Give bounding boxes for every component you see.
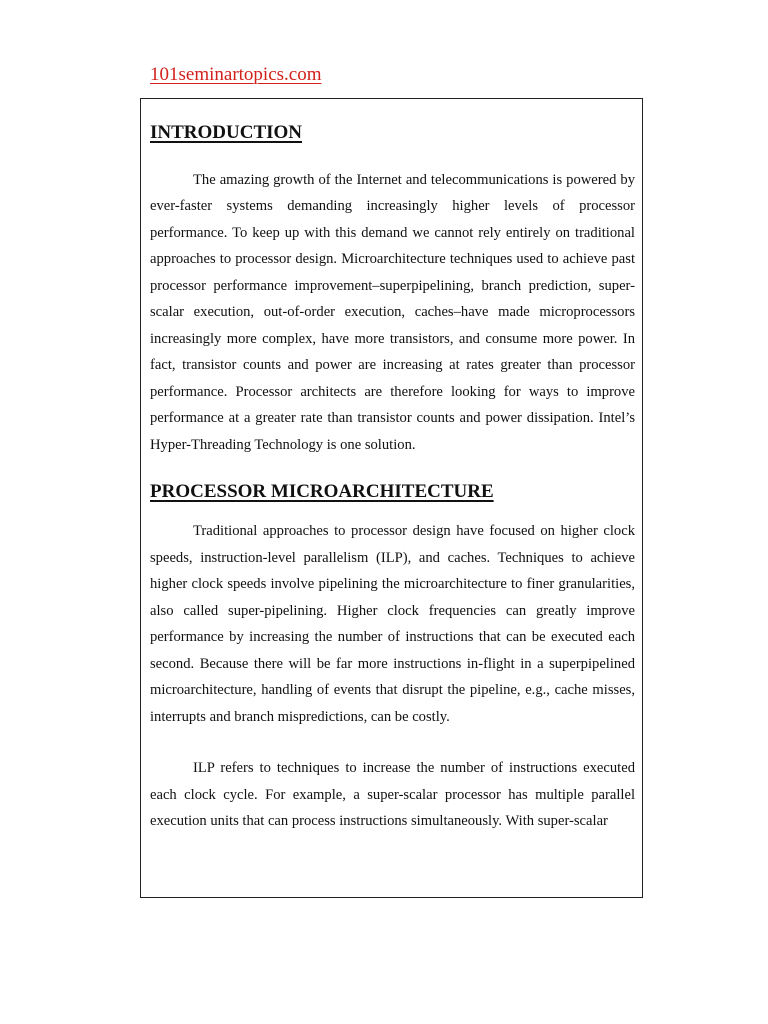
- processor-microarchitecture-heading: PROCESSOR MICROARCHITECTURE: [150, 481, 494, 503]
- processor-microarchitecture-paragraph-1: Traditional approaches to processor design have focused on higher clock speeds, instruction-level parallelism (ILP), and caches. Techniques to achieve higher clock speeds involve pipelining the microarchitecture to finer granularities, also called super-pipelining. Higher clock frequencies can greatly improve performance by increasing the number of instructions that can be executed each second. Because there will be far more instructions in-flight in a superpipelined microarchitecture, handling of events that disrupt the pipeline, e.g., cache misses, interrupts and branch mispredictions, can be costly.: [150, 523, 635, 725]
- site-link[interactable]: 101seminartopics.com: [150, 64, 322, 85]
- introduction-heading: INTRODUCTION: [150, 122, 303, 143]
- page-frame: [140, 98, 643, 898]
- page-content: [150, 99, 635, 835]
- processor-microarchitecture-paragraph-2: ILP refers to techniques to increase the number of instructions executed each clock cycle. For example, a super-scalar processor has multiple parallel execution units that can process instructions simultaneously. With super-scalar: [150, 760, 635, 830]
- introduction-paragraph: The amazing growth of the Internet and telecommunications is powered by ever-faster systems demanding increasingly higher levels of processor performance. To keep up with this demand we cannot rely entirely on traditional approaches to processor design. Microarchitecture techniques used to achieve past processor performance improvement–superpipelining, branch prediction, super-scalar execution, out-of-order execution, caches–have made microprocessors increasingly more complex, have more transistors, and consume more power. In fact, transistor counts and power are increasing at rates greater than processor performance. Processor architects are therefore looking for ways to improve performance at a greater rate than transistor counts and power dissipation. Intel’s Hyper-Threading Technology is one solution.: [150, 171, 635, 453]
